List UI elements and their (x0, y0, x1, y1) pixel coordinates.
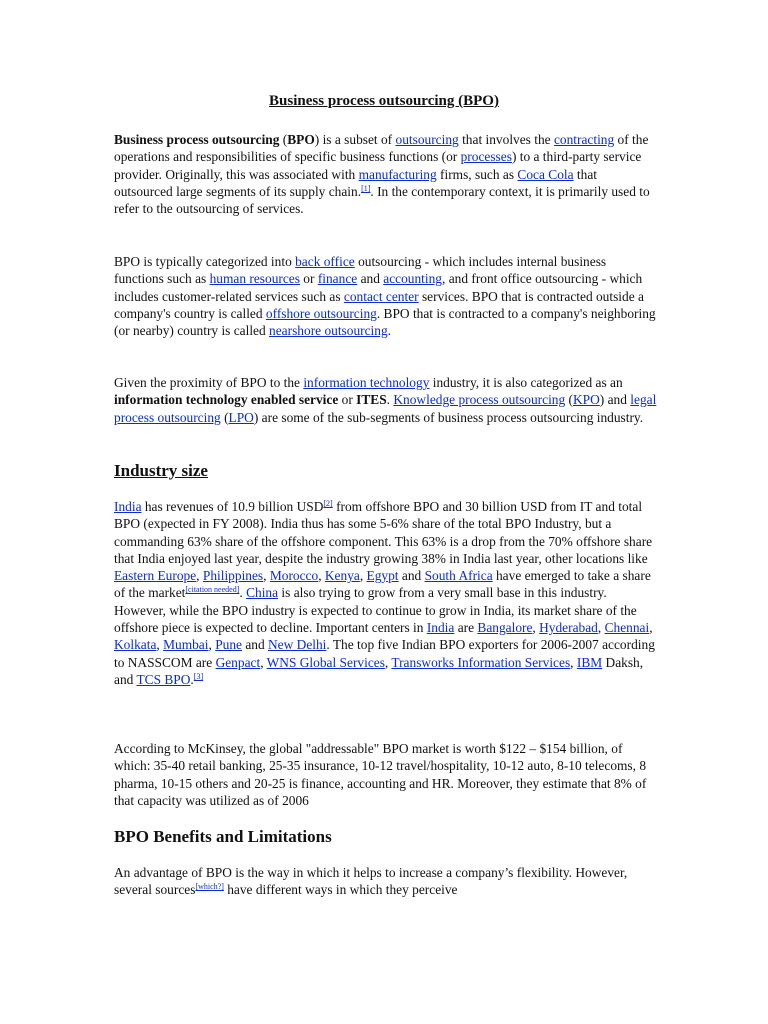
categories-paragraph: BPO is typically categorized into back office outsourcing - which includes internal business functions such as human resources or finance and accounting, and front office outsourcing - which includes customer-related services such as contact center services. BPO that is contracted outside a company's country is called offshore outsourcing. BPO that is contracted to a company's neighboring (or nearby) country is called nearshore outsourcing. (114, 254, 656, 339)
link-back-office[interactable]: back office (295, 254, 355, 269)
link-ibm[interactable]: IBM (576, 654, 603, 670)
link-nearshore-outsourcing[interactable]: nearshore outsourcing (269, 323, 388, 339)
bold-term: Business process outsourcing (114, 132, 280, 147)
link-kenya[interactable]: Kenya (324, 568, 360, 584)
link-outsourcing[interactable]: outsourcing (395, 132, 459, 147)
link-genpact[interactable]: Genpact (215, 654, 261, 670)
link-legal-process-outsourcing[interactable]: legal process outsourcing (114, 392, 657, 425)
link-chennai[interactable]: Chennai (604, 620, 650, 636)
link-contracting[interactable]: contracting (553, 132, 615, 147)
link-finance[interactable]: finance (317, 271, 358, 287)
link-morocco[interactable]: Morocco (269, 568, 319, 584)
link-contact-center[interactable]: contact center (343, 288, 419, 304)
link-knowledge-process-outsourcing[interactable]: Knowledge process outsourcing (393, 392, 566, 408)
link-transworks[interactable]: Transworks Information Services (391, 654, 571, 670)
link-pune[interactable]: Pune (215, 637, 242, 653)
link-mumbai[interactable]: Mumbai (163, 637, 209, 653)
benefits-paragraph: An advantage of BPO is the way in which it helps to increase a company’s flexibility. However, several sources[which?] have different ways in which they perceive (114, 865, 628, 898)
link-hyderabad[interactable]: Hyderabad (539, 620, 598, 636)
link-offshore-outsourcing[interactable]: offshore outsourcing (265, 305, 377, 321)
heading-industry-size: Industry size (114, 461, 208, 480)
citation-link[interactable]: [2] (323, 499, 333, 508)
intro-paragraph: Business process outsourcing (BPO) is a subset of outsourcing that involves the contracting of the operations and responsibilities of specific business functions (or processes) to a third-party service provider. Originally, this was associated with manufacturing firms, such as Coca Cola that outsourced large segments of its supply chain.[1]. In the contemporary context, it is primarily used to refer to the outsourcing of services. (114, 132, 650, 217)
link-processes[interactable]: processes (460, 149, 512, 165)
link-wns-global-services[interactable]: WNS Global Services (266, 654, 385, 670)
link-manufacturing[interactable]: manufacturing (358, 166, 437, 182)
bold-term: BPO (287, 132, 315, 147)
link-kpo[interactable]: KPO (573, 392, 600, 408)
page-title: Business process outsourcing (BPO) (269, 93, 499, 109)
which-citation-link[interactable]: [which?] (195, 882, 224, 892)
link-coca-cola[interactable]: Coca Cola (517, 166, 574, 182)
link-eastern-europe[interactable]: Eastern Europe (114, 568, 197, 584)
link-bangalore[interactable]: Bangalore (477, 620, 533, 636)
link-india[interactable]: India (114, 499, 142, 514)
link-new-delhi[interactable]: New Delhi (268, 637, 327, 653)
link-egypt[interactable]: Egypt (366, 568, 399, 584)
link-india[interactable]: India (426, 620, 455, 636)
citation-link[interactable]: [1] (361, 183, 371, 193)
link-philippines[interactable]: Philippines (202, 568, 264, 584)
link-human-resources[interactable]: human resources (209, 271, 300, 287)
industry-paragraph: India has revenues of 10.9 billion USD[2] from offshore BPO and 30 billion USD from IT and total BPO (expected in FY 2008). India thus has some 5-6% share of the total BPO Industry, but a commanding 63% share of the offshore component. This 63% is a drop from the 70% offshore share that India enjoyed last year, despite the industry growing 38% in India last year, other locations like Eastern Europe, Philippines, Morocco, Kenya, Egypt and South Africa have emerged to take a share of the market[citation needed]. China is also trying to grow from a very small base in this industry. However, while the BPO industry is expected to continue to grow in India, its market share of the offshore piece is expected to decline. Important centers in India are Bangalore, Hyderabad, Chennai, Kolkata, Mumbai, Pune and New Delhi. The top five Indian BPO exporters for 2006-2007 according to NASSCOM are Genpact, WNS Global Services, Transworks Information Services, IBM Daksh, and TCS BPO.[3] (114, 499, 655, 687)
ites-paragraph: Given the proximity of BPO to the information technology industry, it is also categorized as an information technology enabled service or ITES. Knowledge process outsourcing (KPO) and legal process outsourcing (LPO) are some of the sub-segments of business process outsourcing industry. (114, 375, 657, 425)
mckinsey-paragraph: According to McKinsey, the global "addressable" BPO market is worth $122 – $154 billion, of which: 35-40 retail banking, 25-35 insurance, 10-12 travel/hospitality, 10-12 auto, 8-10 telecoms, 8 pharma, 10-15 others and 20-25 is finance, accounting and HR. Moreover, they estimate that 8% of that capacity was utilized as of 2006 (114, 741, 647, 808)
citation-needed-link[interactable]: [citation needed] (185, 585, 240, 595)
bold-term: ITES (356, 392, 387, 408)
heading-benefits-limitations: BPO Benefits and Limitations (114, 827, 332, 846)
link-tcs-bpo[interactable]: TCS BPO (136, 671, 191, 687)
link-china[interactable]: China (246, 585, 279, 601)
link-kolkata[interactable]: Kolkata (114, 637, 157, 653)
bold-term: information technology enabled service (114, 392, 339, 408)
link-south-africa[interactable]: South Africa (424, 568, 493, 584)
link-information-technology[interactable]: information technology (303, 375, 430, 390)
link-accounting[interactable]: accounting (383, 271, 442, 287)
link-lpo[interactable]: LPO (228, 409, 254, 425)
citation-link[interactable]: [3] (193, 671, 204, 681)
